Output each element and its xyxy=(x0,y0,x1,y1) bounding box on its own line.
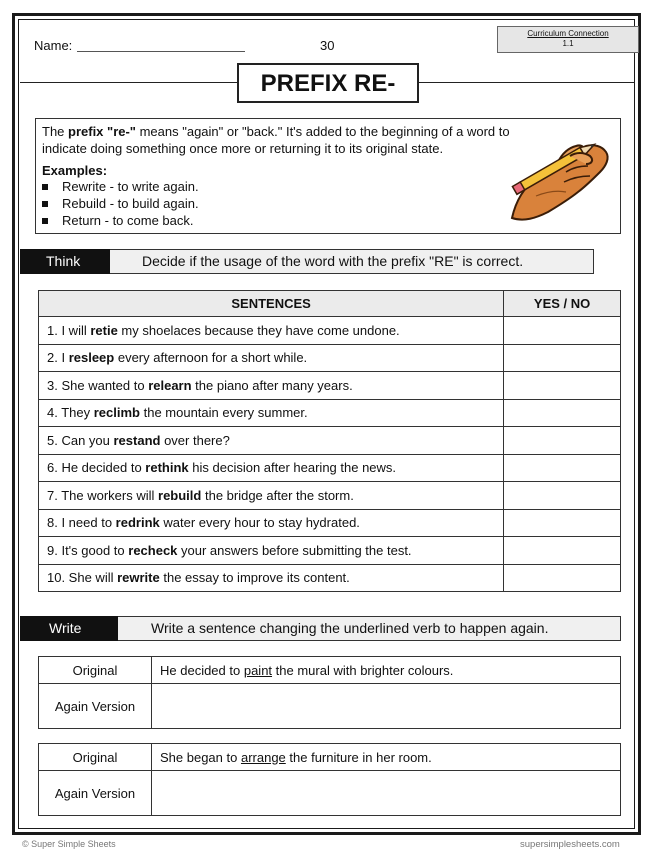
sentence-text: 10. She will xyxy=(47,570,118,586)
table-header-row xyxy=(39,291,621,317)
example-item xyxy=(42,178,199,195)
curriculum-connection-label: Curriculum Connection xyxy=(527,29,609,38)
footer-copyright: © Super Simple Sheets xyxy=(22,839,116,849)
sentence-text: 8. I need to xyxy=(47,515,116,531)
sentence-text: 3. She wanted to xyxy=(47,377,149,393)
sentence-text: 2. I xyxy=(47,350,69,366)
example-item xyxy=(42,195,199,212)
yes-no-answer-cell[interactable] xyxy=(504,537,621,565)
intro-text-start: The xyxy=(42,124,69,139)
yes-no-answer-cell[interactable] xyxy=(504,317,621,345)
sentence-text: his decision after hearing the news. xyxy=(188,460,397,476)
sentence-text: the mountain every summer. xyxy=(139,405,308,421)
intro-definition xyxy=(42,123,542,157)
table-row xyxy=(39,509,621,537)
table-row xyxy=(39,399,621,427)
again-version-answer-cell[interactable] xyxy=(152,771,621,816)
table-row xyxy=(39,372,621,400)
yes-no-answer-cell[interactable] xyxy=(504,454,621,482)
prefix-word: restand xyxy=(113,432,161,448)
write-label: Write xyxy=(20,616,118,641)
bullet-icon xyxy=(42,184,48,190)
prefix-word: rebuild xyxy=(158,487,202,503)
intro-prefix-term: prefix "re-" xyxy=(68,124,136,139)
again-version-row xyxy=(39,684,621,729)
sentence-text: 6. He decided to xyxy=(47,460,146,476)
yes-no-answer-cell[interactable] xyxy=(504,509,621,537)
sentence-text: the essay to improve its content. xyxy=(159,570,350,586)
sentence-text: your answers before submitting the test. xyxy=(177,542,412,558)
sentence-cell xyxy=(39,454,504,482)
sentence-text: every afternoon for a short while. xyxy=(114,350,308,366)
sentence-text: He decided to xyxy=(160,662,244,678)
sentence-cell xyxy=(39,427,504,455)
sentence-cell xyxy=(39,317,504,345)
sentence-text: over there? xyxy=(160,432,230,448)
original-label: Original xyxy=(39,657,152,684)
sentence-text: 5. Can you xyxy=(47,432,114,448)
sentence-text: the bridge after the storm. xyxy=(201,487,354,503)
name-label: Name: xyxy=(34,38,73,53)
yes-no-answer-cell[interactable] xyxy=(504,482,621,510)
sentence-text: She began to xyxy=(160,749,241,765)
sentence-text: the mural with brighter colours. xyxy=(272,662,454,678)
prefix-word: resleep xyxy=(68,350,115,366)
again-version-answer-cell[interactable] xyxy=(152,684,621,729)
underlined-verb: arrange xyxy=(240,749,286,765)
again-version-label: Again Version xyxy=(39,684,152,729)
sentences-column-header: SENTENCES xyxy=(39,291,504,317)
sentence-text: water every hour to stay hydrated. xyxy=(159,515,360,531)
bullet-icon xyxy=(42,218,48,224)
table-row xyxy=(39,454,621,482)
prefix-word: redrink xyxy=(115,515,160,531)
sentence-text: 7. The workers will xyxy=(47,487,159,503)
yes-no-answer-cell[interactable] xyxy=(504,372,621,400)
think-label: Think xyxy=(20,249,110,274)
sentence-text: the furniture in her room. xyxy=(285,749,432,765)
write-instruction: Write a sentence changing the underlined verb to happen again. xyxy=(151,620,549,636)
name-input-line[interactable] xyxy=(77,51,245,52)
sentence-cell xyxy=(39,482,504,510)
example-item xyxy=(42,212,194,229)
table-row xyxy=(39,482,621,510)
intro-text-rest: means "again" or "back." It's added to the beginning of a word to indicate doing something once more or returning it to its original state. xyxy=(42,124,510,156)
again-version-label: Again Version xyxy=(39,771,152,816)
table-row xyxy=(39,564,621,592)
yes-no-answer-cell[interactable] xyxy=(504,564,621,592)
sentence-cell xyxy=(39,399,504,427)
page-title: PREFIX RE- xyxy=(237,63,419,103)
examples-title: Examples: xyxy=(42,163,108,178)
original-sentence xyxy=(152,657,621,684)
example-text: Return - to come back. xyxy=(62,213,194,228)
sentence-cell xyxy=(39,372,504,400)
example-text: Rewrite - to write again. xyxy=(62,179,199,194)
underlined-verb: paint xyxy=(243,662,273,678)
again-version-row xyxy=(39,771,621,816)
prefix-word: reclimb xyxy=(93,405,140,421)
yes-no-column-header: YES / NO xyxy=(504,291,621,317)
sentence-cell xyxy=(39,509,504,537)
sentence-text: 1. I will xyxy=(47,322,91,338)
sentence-cell xyxy=(39,564,504,592)
prefix-word: retie xyxy=(90,322,118,338)
curriculum-connection-box xyxy=(497,26,639,53)
prefix-word: recheck xyxy=(128,542,178,558)
original-sentence xyxy=(152,744,621,771)
curriculum-connection-code: 1.1 xyxy=(562,39,574,48)
yes-no-answer-cell[interactable] xyxy=(504,427,621,455)
table-row xyxy=(39,537,621,565)
table-row xyxy=(39,344,621,372)
write-bar xyxy=(20,616,621,641)
prefix-word: relearn xyxy=(148,377,192,393)
example-text: Rebuild - to build again. xyxy=(62,196,199,211)
original-row xyxy=(39,657,621,684)
think-instruction: Decide if the usage of the word with the prefix "RE" is correct. xyxy=(142,253,524,269)
write-item-table xyxy=(38,656,621,729)
page-number: 30 xyxy=(320,38,335,53)
original-row xyxy=(39,744,621,771)
table-row xyxy=(39,317,621,345)
footer-website: supersimplesheets.com xyxy=(520,839,620,850)
sentence-text: the piano after many years. xyxy=(191,377,353,393)
original-label: Original xyxy=(39,744,152,771)
prefix-word: rewrite xyxy=(117,570,160,586)
sentence-cell xyxy=(39,344,504,372)
write-item-table xyxy=(38,743,621,816)
table-row xyxy=(39,427,621,455)
prefix-word: rethink xyxy=(145,460,189,476)
sentence-text: my shoelaces because they have come undone. xyxy=(117,322,400,338)
yes-no-answer-cell[interactable] xyxy=(504,344,621,372)
think-bar xyxy=(20,249,594,274)
sentences-table xyxy=(38,290,621,592)
sentence-text: 4. They xyxy=(47,405,94,421)
yes-no-answer-cell[interactable] xyxy=(504,399,621,427)
hand-writing-pencil-icon xyxy=(506,126,614,224)
bullet-icon xyxy=(42,201,48,207)
sentence-cell xyxy=(39,537,504,565)
sentence-text: 9. It's good to xyxy=(47,542,129,558)
